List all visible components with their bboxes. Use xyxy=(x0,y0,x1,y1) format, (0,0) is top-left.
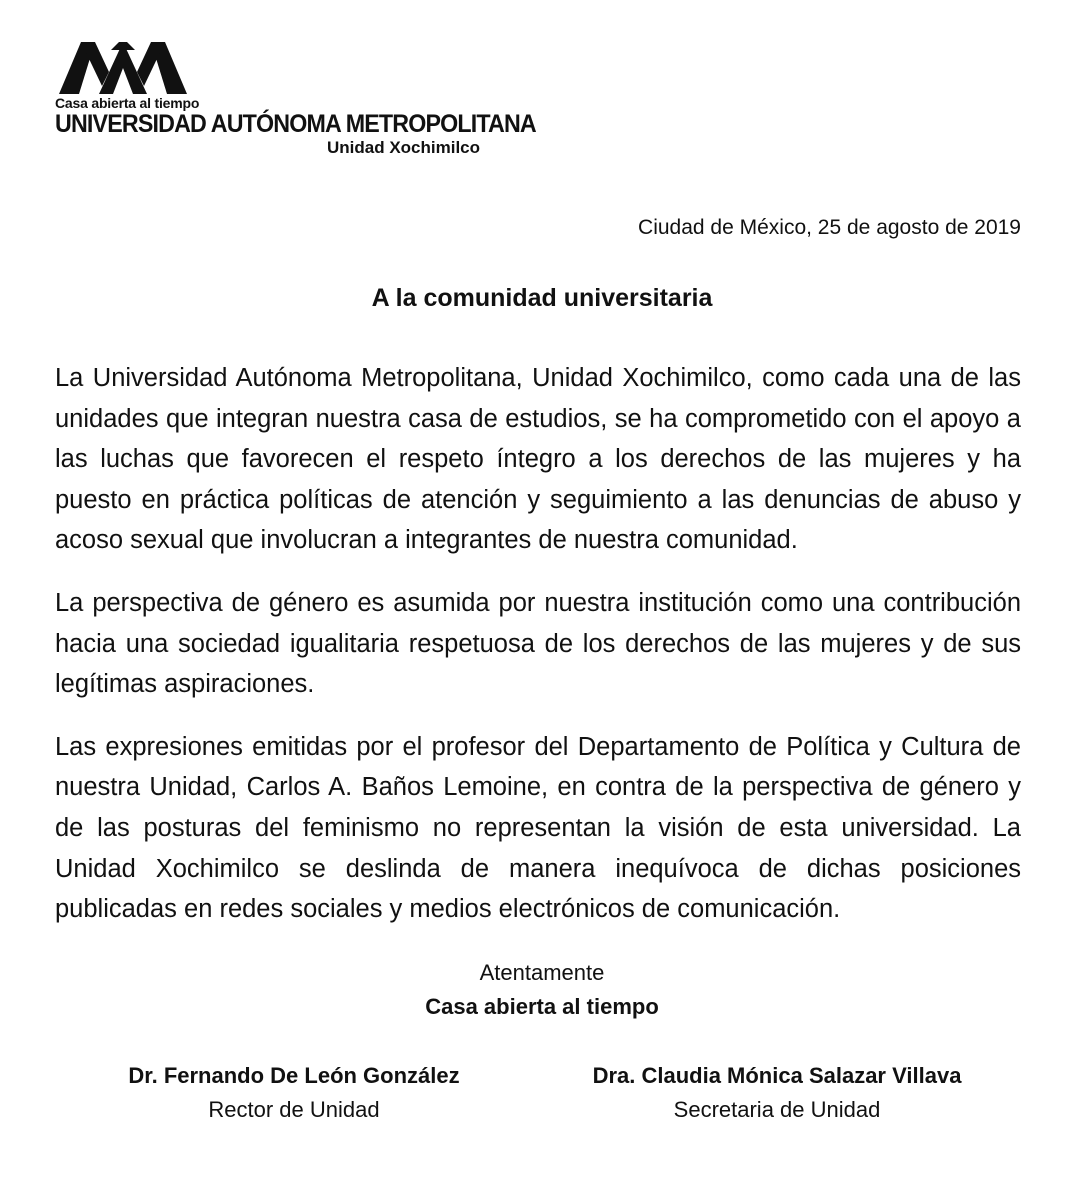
body-paragraph: La perspectiva de género es asumida por nuestra institución como una contribución hacia una sociedad igualitaria respetuosa de los derechos de las mujeres y de sus legítimas aspiraciones. xyxy=(55,588,1021,699)
logo-tagline: Casa abierta al tiempo xyxy=(55,95,200,111)
uam-logo-icon xyxy=(59,40,187,96)
signatory-role: Secretaria de Unidad xyxy=(673,1097,881,1122)
salutation: Atentamente xyxy=(479,960,605,985)
letterhead xyxy=(55,40,536,165)
letter-heading: A la comunidad universitaria xyxy=(371,284,713,312)
signatory-secretary xyxy=(567,1059,987,1127)
closing-block xyxy=(0,956,1084,1024)
signatory-name: Dra. Claudia Mónica Salazar Villava xyxy=(592,1063,962,1088)
body-paragraph: Las expresiones emitidas por el profesor del Departamento de Política y Cultura de nuestra Unidad, Carlos A. Baños Lemoine, en contra de la perspectiva de género y de las posturas del feminismo no representan la visión de esta universidad. La Unidad Xochimilco se deslinda de manera inequívoca de dichas posiciones publicadas en redes sociales y medios electrónicos de comunicación. xyxy=(55,732,1021,924)
body-paragraph: La Universidad Autónoma Metropolitana, Unidad Xochimilco, como cada una de las unidades que integran nuestra casa de estudios, se ha comprometido con el apoyo a las luchas que favorecen el respeto íntegro a los derechos de las mujeres y ha puesto en práctica políticas de atención y seguimiento a las denuncias de abuso y acoso sexual que involucran a integrantes de nuestra comunidad. xyxy=(55,364,1021,555)
signatory-name: Dr. Fernando De León González xyxy=(128,1063,460,1088)
signatory-role: Rector de Unidad xyxy=(208,1097,380,1122)
letter-date: Ciudad de México, 25 de agosto de 2019 xyxy=(638,216,1021,239)
letter-body xyxy=(55,358,1021,952)
unit-name: Unidad Xochimilco xyxy=(327,138,481,157)
institution-name: UNIVERSIDAD AUTÓNOMA METROPOLITANA xyxy=(55,110,536,138)
signatory-rector xyxy=(94,1059,494,1127)
closing-motto: Casa abierta al tiempo xyxy=(425,994,659,1019)
